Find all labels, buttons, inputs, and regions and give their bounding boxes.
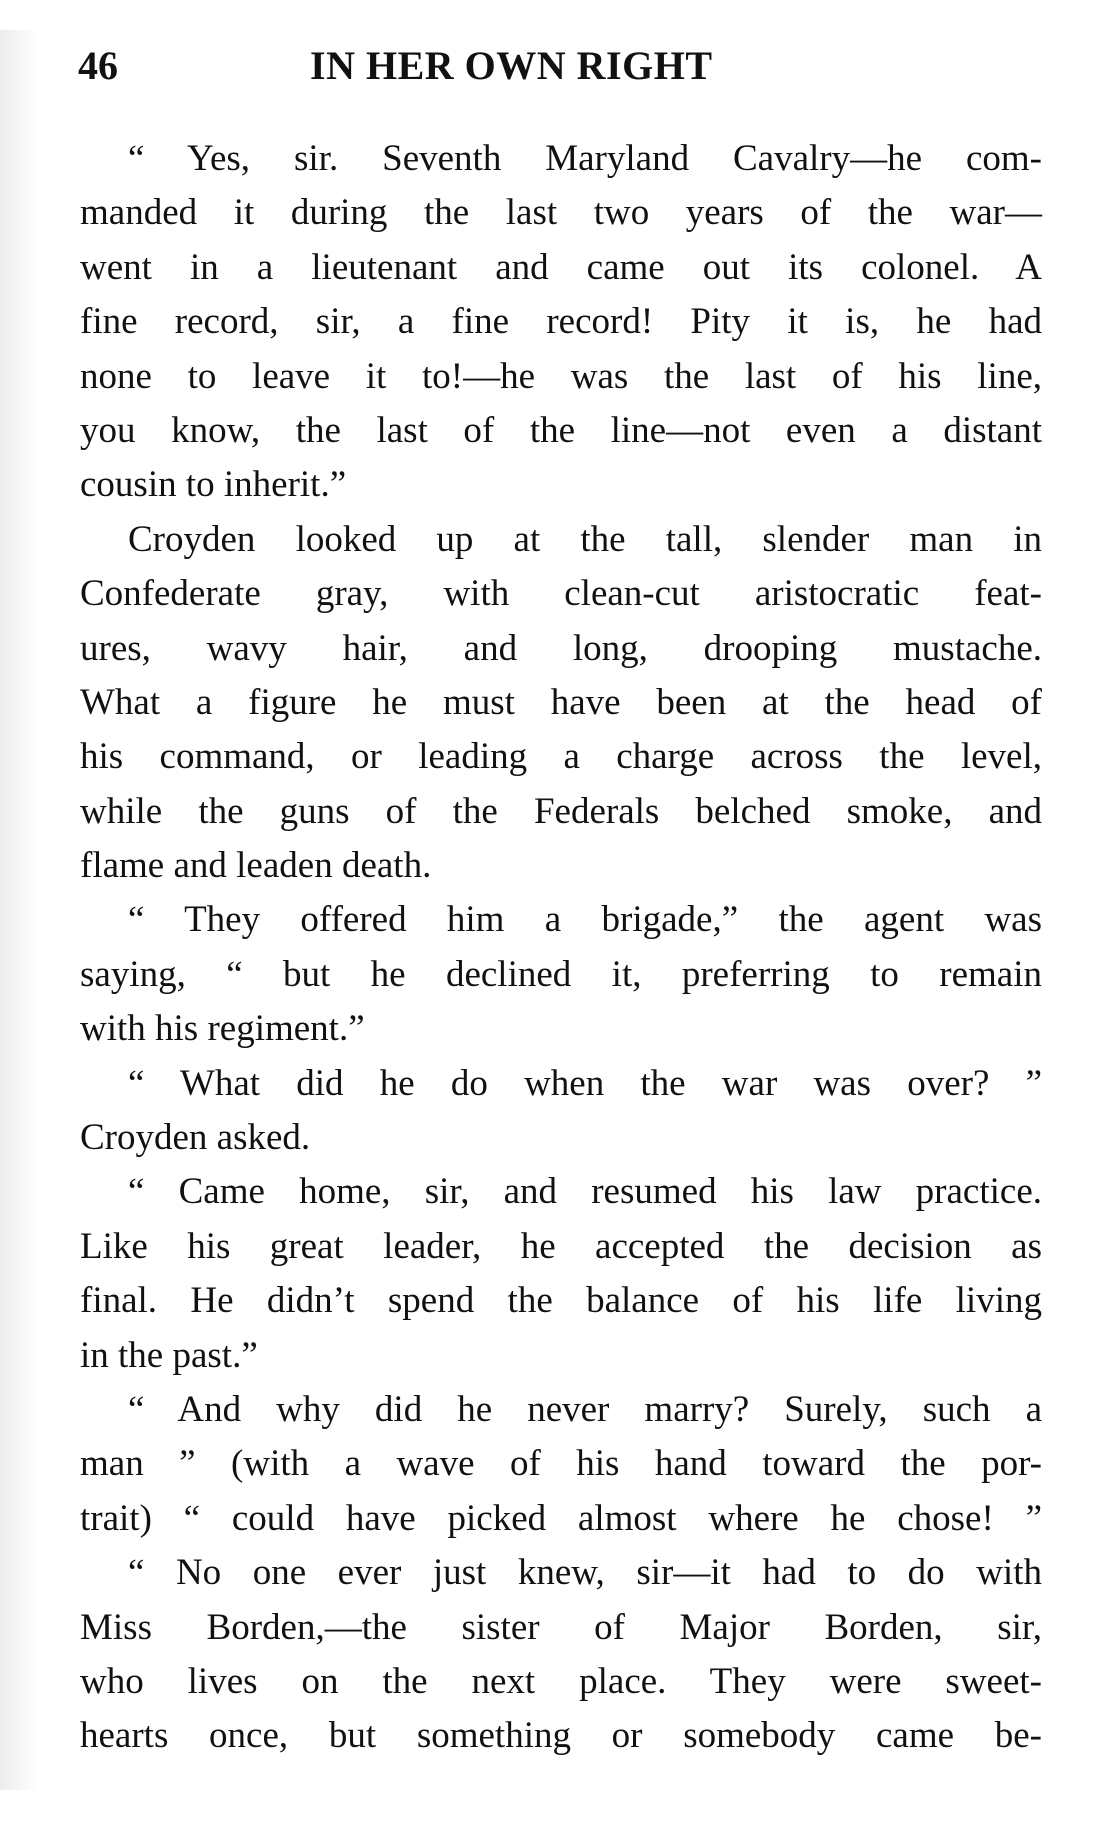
text-line: cousin to inherit.” <box>80 464 347 506</box>
text-line: final. He didn’t spend the balance of his life living <box>80 1280 1042 1322</box>
text-line: “ Came home, sir, and resumed his law practice. <box>128 1171 1042 1213</box>
text-line: hearts once, but something or somebody came be- <box>80 1715 1042 1757</box>
text-line: Croyden looked up at the tall, slender man in <box>128 518 1042 560</box>
text-line: ures, wavy hair, and long, drooping mustache. <box>80 627 1042 669</box>
text-line: none to leave it to!—he was the last of his line, <box>80 355 1042 397</box>
text-line: saying, “ but he declined it, preferring to remain <box>80 953 1042 995</box>
paragraph <box>80 893 1042 1056</box>
text-line: Like his great leader, he accepted the decision as <box>80 1225 1042 1267</box>
text-line: “ What did he do when the war was over? ” <box>128 1062 1042 1104</box>
text-line: Croyden asked. <box>80 1117 311 1159</box>
text-line: in the past.” <box>80 1334 258 1376</box>
text-line: “ Yes, sir. Seventh Maryland Cavalry—he com- <box>128 138 1042 179</box>
body-text <box>80 132 1042 1764</box>
text-line: while the guns of the Federals belched smoke, and <box>80 790 1042 832</box>
page-header <box>78 38 1038 94</box>
paragraph <box>80 1546 1042 1764</box>
paragraph <box>80 132 1042 513</box>
running-head: IN HER OWN RIGHT <box>310 43 713 88</box>
text-line: “ They offered him a brigade,” the agent was <box>128 899 1042 941</box>
paragraph <box>80 1165 1042 1383</box>
page-number: 46 <box>78 43 118 88</box>
text-line: you know, the last of the line—not even a distant <box>80 409 1042 451</box>
text-line: man ” (with a wave of his hand toward the por- <box>80 1443 1042 1485</box>
text-line: with his regiment.” <box>80 1008 365 1050</box>
page-gutter-shadow <box>0 30 38 1790</box>
paragraph <box>80 1057 1042 1166</box>
text-line: “ And why did he never marry? Surely, such a <box>128 1388 1042 1430</box>
text-line: Miss Borden,—the sister of Major Borden, sir, <box>80 1606 1042 1648</box>
text-line: flame and leaden death. <box>80 845 432 887</box>
text-line: manded it during the last two years of the war— <box>80 192 1042 234</box>
text-line: went in a lieutenant and came out its colonel. A <box>80 246 1042 288</box>
text-line: What a figure he must have been at the head of <box>80 681 1042 723</box>
text-line: fine record, sir, a fine record! Pity it is, he had <box>80 301 1042 343</box>
text-line: Confederate gray, with clean-cut aristocratic feat- <box>80 573 1042 615</box>
text-line: “ No one ever just knew, sir—it had to do with <box>128 1552 1042 1594</box>
paragraph <box>80 513 1042 894</box>
paragraph <box>80 1383 1042 1546</box>
text-line: who lives on the next place. They were sweet- <box>80 1660 1042 1702</box>
text-line: trait) “ could have picked almost where he chose! ” <box>80 1497 1042 1539</box>
text-line: his command, or leading a charge across the level, <box>80 736 1042 778</box>
